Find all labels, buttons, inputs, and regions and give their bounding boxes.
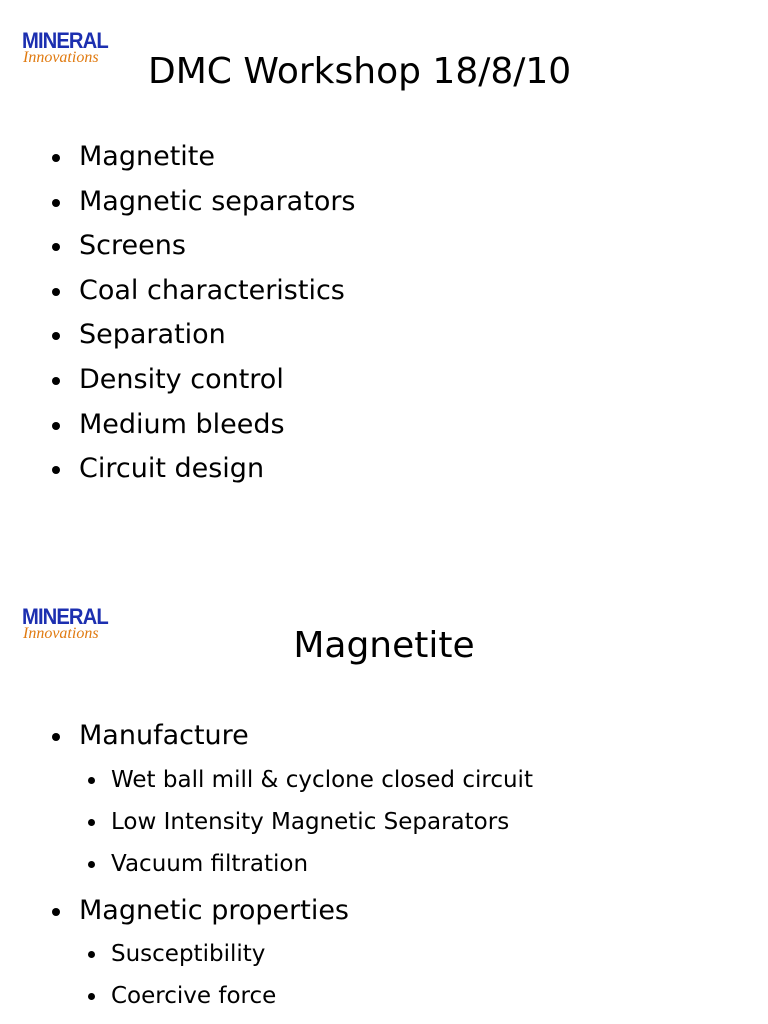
logo-wordmark-bottom: Innovations	[23, 625, 99, 642]
bullet-icon	[52, 154, 60, 162]
agenda-item-label: Density control	[79, 363, 284, 395]
bullet-icon	[52, 243, 60, 251]
agenda-item	[52, 403, 356, 448]
bullet-icon	[52, 377, 60, 385]
bullet-icon	[88, 993, 95, 1000]
sub-item	[52, 801, 533, 843]
bullet-icon	[52, 733, 60, 741]
sub-item-label: Susceptibility	[111, 941, 266, 968]
bullet-icon	[52, 332, 60, 340]
agenda-item-label: Coal characteristics	[79, 274, 345, 306]
section-label: Magnetic properties	[79, 894, 349, 926]
sub-item-label: Low Intensity Magnetic Separators	[111, 808, 510, 835]
bullet-icon	[88, 951, 95, 958]
slide-title: Magnetite	[293, 625, 475, 666]
agenda-item-label: Circuit design	[79, 453, 265, 485]
agenda-item	[52, 135, 356, 180]
topic-list	[52, 714, 533, 1017]
bullet-icon	[88, 777, 95, 784]
agenda-item	[52, 269, 356, 314]
slide-title: DMC Workshop 18/8/10	[148, 51, 572, 92]
bullet-icon	[52, 288, 60, 296]
agenda-item-label: Magnetite	[79, 141, 215, 172]
section-heading	[52, 714, 533, 759]
slide-magnetite	[0, 580, 768, 1024]
sub-item	[52, 843, 533, 885]
bullet-icon	[88, 819, 95, 826]
agenda-item-label: Medium bleeds	[79, 408, 285, 440]
sub-item	[52, 975, 533, 1017]
sub-item	[52, 933, 533, 975]
logo-wordmark-bottom: Innovations	[23, 49, 99, 66]
agenda-item	[52, 358, 356, 403]
bullet-icon	[52, 908, 60, 916]
agenda-item-label: Screens	[79, 230, 186, 262]
agenda-item	[52, 180, 356, 225]
agenda-item-label: Magnetic separators	[79, 185, 356, 217]
agenda-item	[52, 224, 356, 269]
sub-item	[52, 759, 533, 801]
sub-item-label: Wet ball mill & cyclone closed circuit	[111, 766, 533, 793]
sub-item-label: Coercive force	[111, 983, 277, 1010]
agenda-item-label: Separation	[79, 319, 226, 351]
bullet-icon	[52, 466, 60, 474]
bullet-icon	[52, 199, 60, 207]
logo-wordmark-top: MINERAL	[22, 28, 108, 53]
section-heading	[52, 889, 533, 934]
section-label: Manufacture	[79, 720, 249, 751]
mineral-innovations-logo	[22, 30, 118, 76]
sub-item-label: Vacuum filtration	[111, 850, 309, 877]
bullet-icon	[88, 861, 95, 868]
agenda-list	[52, 135, 356, 492]
logo-wordmark-top: MINERAL	[22, 604, 108, 629]
agenda-item	[52, 313, 356, 358]
agenda-item	[52, 447, 356, 492]
bullet-icon	[52, 422, 60, 430]
